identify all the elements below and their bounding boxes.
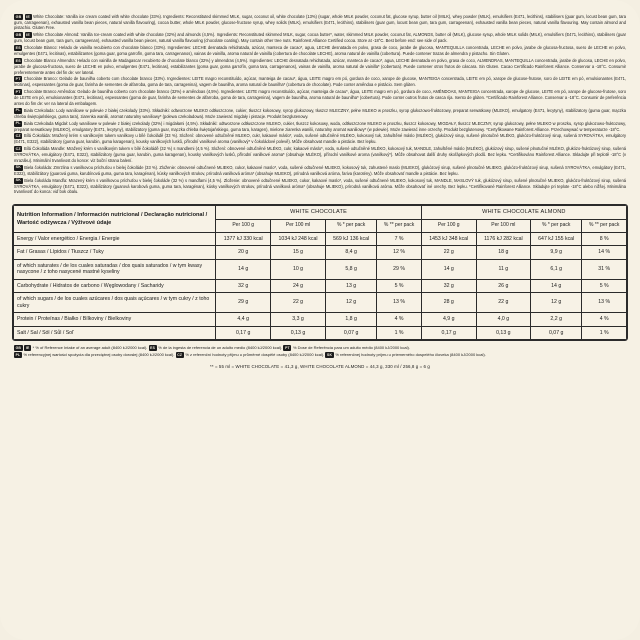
row-label: Energy / Valor energético / Energia / Energie <box>14 232 216 246</box>
nutrition-table-container <box>12 204 628 341</box>
ingredient-text: Biała Czekolada: Lody waniliowe w polewie z białej czekolady (33%). Składniki: odtworzone MLEKO odtłuszczone, cukier, tłuszcz kokosowy, syrop glukozowy, tłuszcz MLECZNY, pełne MLEKO w proszku, syrop glukozowo-fruktozowy, preparat serwatkowy (MLEKO), emulgatory (E471, lecytyny), stabilizatory (guma guar, mączka chleba świętojańskiego, guma tara), ziarenka wanilii, aromat naturalny waniliowy* (polewa czekoladowa). Może zawierać migdały i pistacje. Produkt bezglutenowy. <box>14 107 626 119</box>
language-tag: GB <box>15 32 22 37</box>
cell-value: 24 g <box>271 279 326 293</box>
table-header-row-groups <box>14 205 627 219</box>
cell-value: 8 % <box>582 232 627 246</box>
ingredient-text: White Chocolate: Vanilla ice cream coated with white chocolate (33%). Ingredients: Reconstituted skimmed MILK, sugar, coconut oil, white chocolate (13%) (sugar, whole MILK powder, coconut fat, glucose syrup, butter oil (MILK), whey powder (MILK), emulsifiers (E471, lecithins), stabilisers (guar gum, locust bean gum, tara gum, carrageenan), exhausted vanilla bean pieces, natural vanilla flavouring), cocoa butter, whole MILK powder, glucose-fructose syrup, whey solids (MILK), emulsifiers (E471, lecithins), stabilisers (guar gum, locust bean gum, tara gum, carrageenan), exhausted vanilla bean pieces, natural vanilla flavouring. May contain almond and pistachio. Gluten Free. <box>14 14 626 31</box>
language-tag: PT <box>15 77 21 82</box>
footnote-text: % de la ingesta de referencia de un adulto medio (8400 kJ/2000 kcal). <box>158 345 283 351</box>
cell-value: 26 g <box>476 279 530 293</box>
cell-value: 31 % <box>582 259 627 279</box>
cell-value: 12 % <box>377 246 422 260</box>
cell-value: 3,3 g <box>271 313 326 327</box>
cell-value: 29 % <box>377 259 422 279</box>
cell-value: 12 g <box>325 293 376 313</box>
cell-value: 11 g <box>476 259 530 279</box>
ingredient-block <box>14 178 626 195</box>
nutrition-title: Nutrition Information / Información nutricional / Declaração nutricional / Wartość odżywcza / Výživové údaje <box>17 211 208 226</box>
ingredient-block <box>14 45 626 56</box>
table-row <box>14 232 627 246</box>
ingredients-section <box>0 0 640 198</box>
cell-value: 0,17 g <box>421 326 476 340</box>
cell-value: 5 % <box>377 279 422 293</box>
language-tag: CZ <box>177 352 183 357</box>
language-tag: SK <box>15 165 21 170</box>
footnote-text: % z referenční hodnoty příjmu u průměrné dospělé osoby (8400 kJ/2000 kcal). <box>185 352 325 358</box>
cell-value: 13 g <box>325 279 376 293</box>
cell-value: 0,13 g <box>476 326 530 340</box>
cell-value: 2,2 g <box>531 313 582 327</box>
serving-size-note: ** = 55 ml = WHITE CHOCOLATE = 41,3 g, WHITE CHOCOLATE ALMOND = 44,3 g, 330 ml / 256,8 g = 6 g <box>210 364 430 370</box>
cell-value: 13 % <box>582 293 627 313</box>
cell-value: 14 g <box>531 279 582 293</box>
cell-value: 0,07 g <box>531 326 582 340</box>
column-header: Per 100 ml <box>271 219 326 232</box>
footnote-text: % referencyjnej wartości spożycia dla przeciętnej osoby dorosłej (8400 kJ/2000 kcal). <box>23 352 175 358</box>
cell-value: 28 g <box>421 293 476 313</box>
language-tag: GB <box>15 14 22 19</box>
ingredient-text: Chocolate Blanco Almendra: Helado con vainilla de Madagascar recubierto de chocolate blanco (32%) y almendras (4,5%). Ingredientes: LECHE desnatada rehidratada, azúcar, manteca de cacao*, agua, LECHE desnatada en polvo, grasa de coco, ALMENDRAS, MANTEQUILLA concentrada, jarabe de glucosa, LECHE en polvo, jarabe de glucosa-fructosa, suero de LECHE en polvo, emulgentes (E471, lecitinas), estabilizantes (goma guar, goma garrofín, goma tara, carragenanos), vainas de vainilla, aroma natural de vainilla* (cobertura). Puede contener otros frutos de cáscara. Sin Gluten. Cacao Certificado Rainforest Alliance. Conservar a -18°C. Consumir preferentemente antes del fin de: ver lateral. <box>14 58 626 75</box>
table-row <box>14 313 627 327</box>
column-header: Per 100 g <box>421 219 476 232</box>
cell-value: 8,4 g <box>325 246 376 260</box>
table-row <box>14 279 627 293</box>
cell-value: 1176 kJ 282 kcal <box>476 232 530 246</box>
cell-value: 4,4 g <box>216 313 271 327</box>
ingredient-block <box>14 32 626 43</box>
cell-value: 13 % <box>377 293 422 313</box>
cell-value: 7 % <box>377 232 422 246</box>
table-row <box>14 246 627 260</box>
cell-value: 10 g <box>271 259 326 279</box>
cell-value: 1377 kJ 330 kcal <box>216 232 271 246</box>
language-tag: ES <box>15 58 21 63</box>
nutrition-table <box>13 205 627 340</box>
cell-value: 1034 kJ 248 kcal <box>271 232 326 246</box>
cell-value: 32 g <box>421 279 476 293</box>
column-header: % * per pack <box>325 219 376 232</box>
footnote-text: * % of Reference Intake of an average adult (8400 kJ/2000 kcal). <box>32 345 148 351</box>
cell-value: 1 % <box>377 326 422 340</box>
group-header-white-chocolate: WHITE CHOCOLATE <box>216 205 422 219</box>
column-header: Per 100 g <box>216 219 271 232</box>
table-row <box>14 326 627 340</box>
language-tag: CZ <box>15 146 21 151</box>
cell-value: 22 g <box>476 293 530 313</box>
footnote-row <box>14 345 626 351</box>
ingredient-block <box>14 58 626 75</box>
language-tag: PL <box>15 352 21 357</box>
cell-value: 6,1 g <box>531 259 582 279</box>
column-header: % ** per pack <box>582 219 627 232</box>
ingredient-block <box>14 76 626 87</box>
ingredient-block <box>14 146 626 163</box>
table-row <box>14 293 627 313</box>
cell-value: 1 % <box>582 326 627 340</box>
language-tag: CZ <box>15 134 21 139</box>
ingredient-block <box>14 165 626 176</box>
language-tag: IE <box>26 14 30 19</box>
footnote-text: % referenčnej hodnoty príjmu u priemerného dospelého človeka (8400 kJ/2000 kcal). <box>335 352 486 358</box>
cell-value: 5,8 g <box>325 259 376 279</box>
ingredient-text: Biela čokoláda: Zmrzlina s vanilkovou príchuťou v bielej čokoláde (33 %). Zloženie: obnovené odtučnené MLIEKO, cukor, kakaové maslo*, voda, sušené odtučnené MLIEKO, kokosový tuk, zahustené maslo (MLIEKO), glukózový sirup, sušené plnotučné MLIEKO, glukózo-fruktózový sirup, sušená SYROVÁTKA, emulgátory (E471, E322), stabilizátory (guarová guma, karubínová guma, guma tara, karagénan), kúsky vanilkových strukov, prírodná vanilková aróma* (obsahuje MLIEKO), prírodná vanilková aróma, fariva (karotény). Môže obsahovať mandle a pistácie. Bez lepku. <box>14 164 626 176</box>
cell-value: 32 g <box>216 279 271 293</box>
row-label: Salt / Sal / Sól / Sůl / Soľ <box>14 326 216 340</box>
ingredient-block <box>14 108 626 119</box>
ingredient-block <box>14 133 626 144</box>
row-label: of which sugars / de los cuales azúcares / dos quais açúcares / w tym cukry / z toho cukry <box>14 293 216 313</box>
cell-value: 0,17 g <box>216 326 271 340</box>
footnote-text: % Dose de Referência para um adulto médio (8400 kJ/2000 kcal). <box>292 345 410 351</box>
cell-value: 4 % <box>582 313 627 327</box>
footnote-row <box>14 352 626 358</box>
cell-value: 22 g <box>271 293 326 313</box>
cell-value: 14 % <box>582 246 627 260</box>
cell-value: 14 g <box>216 259 271 279</box>
cell-value: 1453 kJ 348 kcal <box>421 232 476 246</box>
language-tag: IE <box>25 345 30 350</box>
cell-value: 4,9 g <box>421 313 476 327</box>
ingredient-text: Chocolate Blanco: Helado de vainilla recubierto con chocolate blanco (33%). Ingredientes: LECHE desnatada rehidratada, azúcar, manteca de cacao*, agua, LECHE desnatada en polvo, grasa de coco, jarabe de glucosa, MANTEQUILLA concentrada, LECHE en polvo, jarabe de glucosa-fructosa, suero de LECHE en polvo, emulgentes (E471, lecitinas), estabilizantes (goma guar, goma garrofín, goma tara, carragenanos), vainas de vainilla, aroma natural de vainilla (cobertura de chocolate LECHE), aroma natural de vainilla (cobertura). Puede contener trazas de almendra y pistacho. Sin Gluten. <box>14 45 626 57</box>
footnotes-section <box>14 345 626 358</box>
cell-value: 29 g <box>216 293 271 313</box>
row-label: Carbohydrate / Hidratos de carbono / Węglowodany / Sacharidy <box>14 279 216 293</box>
cell-value: 14 g <box>421 259 476 279</box>
language-tag: PT <box>15 89 21 94</box>
ingredient-text: Bílá Čokoláda Mandle: Mražený krém s vanilkovým tukem v bílé čokoládě (32 %) s mandlemi (4,5 %). Složení: obnovené odtučněné MLÉKO, cukr, kakaové máslo*, voda, sušené odtučněné MLÉKO, kokosový tuk, MANDLE, zahuštěné máslo (MLÉKO), glukózový sirup, sušené plnotučné MLÉKO, glukózo-fruktózový sirup, sušená SYROVÁTKA, emulgátory (E471, E322), stabilizátory (guma guar, karubin, guma karagenan), kousky vanilkových lusků, přírodní vanilkové aroma* (obsahuje MLÉKO), přírodní vanilkové aroma (vanilkový*). Může obsahovat další druhy skořápkových plodů. Bez lepku. *Certifikováno Rainforest Alliance. Skladujte při teplotě -18°C (v mrazáku). Minimální trvanlivost do konce: viz boční strana balení. <box>14 146 626 163</box>
column-header: % * per pack <box>531 219 582 232</box>
cell-value: 12 g <box>531 293 582 313</box>
ingredient-text: Bílá Čokoláda: Mražený krém s vanilkovým tukem vanilkovy u bílé čokoládě (33 %). Složení: obnovené odtučněné MLEKO, cukr, kakaové máslo*, voda, sušené odtučněné MLÉKO, kokosový tuk, zahuštěné máslo (MLÉKO), glukózový sirup, sušené plnotučné MLÉKO, glukózo-fruktózový sirup, sušená SYROVÁTKA, emulgátory (E471, E322), stabilizátory (guma guar, karubin, guma karagenan), kousky vanilkových lusků, přírodní vanilkové aroma (vanilkový* v čokoládové polevě). Může obsahovat mandle a pistácie. Bez lepku. <box>14 133 626 145</box>
language-tag: SK <box>327 352 333 357</box>
row-label: Protein / Proteínas / Białko / Bílkoviny / Bielkoviny <box>14 313 216 327</box>
column-header: Per 100 ml <box>476 219 530 232</box>
table-row <box>14 259 627 279</box>
ingredient-block <box>14 14 626 31</box>
cell-value: 15 g <box>271 246 326 260</box>
language-tag: PL <box>15 108 21 113</box>
ingredient-text: Biała Czekolada Migdał: Lody waniliowe w polewie z białej czekolady (32%) i migdałami (4,5%). Składniki: odtworzone odtłuszczone MLEKO, cukier, tłuszcz kokosowy, woda, odtłuszczone MLEKO w proszku, tłuszcz kokosowy, MIGDAŁY, tłuszcz MLECZNY, syrop glukozowy, pełne MLEKO w proszku, syrop glukozowo-fruktozowy, preparat serwatkowy (MLEKO), emulgatory (E471, lecytyny), stabilizatory (guma guar, mączka chleba świętojańskiego, guma tara, karagen), mielone ziarenka wanilii, naturalny aromat waniliowy* (w polewie). Może zawierać inne orzechy. Produkt bezglutenowy. *Certyfikowane Rainforest Alliance. Przechowywać w temperaturze -18°C. <box>14 120 626 132</box>
cell-value: 9,9 g <box>531 246 582 260</box>
cell-value: 647 kJ 155 kcal <box>531 232 582 246</box>
cell-value: 5 % <box>582 279 627 293</box>
ingredient-text: White Chocolate Almond: Vanilla Ice-cream coated with white chocolate (32%) and almonds (4,5%). Ingredients: Reconstituted skimmed MILK, sugar, cocoa butter*, water, skimmed MILK powder, coconut fat, ALMONDS, butter oil (MILK), glucose syrup, whole MILK solids (MILK), emulsifiers (E471, lecithins), stabilisers (guar gum, locust bean gum, tara gum, carrageenan), exhausted vanilla bean pieces, natural vanilla flavouring (chocolate coating). May contain other tree nuts. Rainforest Alliance Certified cocoa. Store at -18°C. Best before end: see side of pack. <box>14 32 626 44</box>
ingredient-text: Chocolate Branco: Gelado de baunilha coberto com chocolate branco (33%). Ingredientes: LEITE magro reconstituído, açúcar, manteiga de cacau*, água, LEITE magro em pó, gordura de coco, xarope de glucose, MANTEIGA concentrada, LEITE em pó, xarope de glucose-frutose, soro de LEITE em pó, emulsionantes (E471, lecitinas), espessantes (goma de guar, farinha de sementes de alfarroba, goma de tara, carragenina), vagem de baunilha, aroma natural de baunilha* (cobertura de chocolate). Pode conter amêndoa e pistácio. Sem glúten. <box>14 76 626 88</box>
ingredient-block <box>14 89 626 106</box>
row-label: of which saturates / de los cuales saturadas / dos quais saturados / w tym kwasy nasycone / z toho nasycené mastné kyseliny <box>14 259 216 279</box>
nutrition-title-cell <box>14 205 216 232</box>
ingredient-text: Chocolate Branco Amêndoa: Gelado de baunilha coberto com chocolate branco (32%) e amêndoas (4,5%). Ingredientes: LEITE magro reconstituído, açúcar, manteiga de cacau*, água, LEITE magro em pó, gordura de coco, AMÊNDOAS, MANTEIGA concentrada, xarope de glucose, LEITE em pó, xarope de glucose-frutose, soro de LEITE em pó, emulsionantes (E471, lecitinas), espessantes (goma de guar, farinha de sementes de alfarroba, goma de tara, carragenina), vagem de baunilha, aroma natural de baunilha* (cobertura). Pode conter outros frutos de casca rija. Isento de glúten. *Certificado Rainforest Alliance. Conservar a -18°C. Consumir de preferência antes do fim de: ver na lateral da embalagem. <box>14 89 626 106</box>
language-tag: PL <box>15 121 21 126</box>
cell-value: 18 g <box>476 246 530 260</box>
column-header: % ** per pack <box>377 219 422 232</box>
language-tag: SK <box>15 178 21 183</box>
cell-value: 0,07 g <box>325 326 376 340</box>
language-tag: ES <box>150 345 156 350</box>
language-tag: GB <box>15 345 22 350</box>
cell-value: 0,13 g <box>271 326 326 340</box>
cell-value: 20 g <box>216 246 271 260</box>
cell-value: 4 % <box>377 313 422 327</box>
row-label: Fat / Grasas / Lípidos / Tłuszcz / Tuky <box>14 246 216 260</box>
cell-value: 4,0 g <box>476 313 530 327</box>
language-tag: PT <box>285 345 290 350</box>
ingredient-block <box>14 121 626 132</box>
cell-value: 569 kJ 136 kcal <box>325 232 376 246</box>
cell-value: 1,8 g <box>325 313 376 327</box>
cell-value: 22 g <box>421 246 476 260</box>
language-tag: IE <box>26 32 30 37</box>
language-tag: ES <box>15 45 21 50</box>
group-header-white-chocolate-almond: WHITE CHOCOLATE ALMOND <box>421 205 626 219</box>
ingredient-text: Biela čokoláda Mandľa: Mrazený krém s vanilkovou príchuťou v bielej čokoláde (32 %) s mandľami (4,5 %). Zloženie: obnovené odtučnené MLIEKO, cukor, kakaové maslo*, voda, sušené odtučnené MLIEKO, kokosový tuk, MANDLE, MASLOVÝ tuk, glukózový sirup, sušené plnotučné MLIEKO, glukózo-fruktózový sirup, sušená SYROVÁTKA, emulgátory (E471, E322), stabilizátory (guarová karobová guma, guma tara, karagénan), kúsky vanilkových strukov, prírodná vanilková aróma* (obsahuje MLIEKO), prírodná vanilková aróma. Môže obsahovať iné orechy. Bez lepku. *Certifikované Rainforest Alliance. Skladujte pri teplote -18°C alebo nižšej. Minimálna trvanlivosť do konca: viď bok obalu. <box>14 177 626 195</box>
